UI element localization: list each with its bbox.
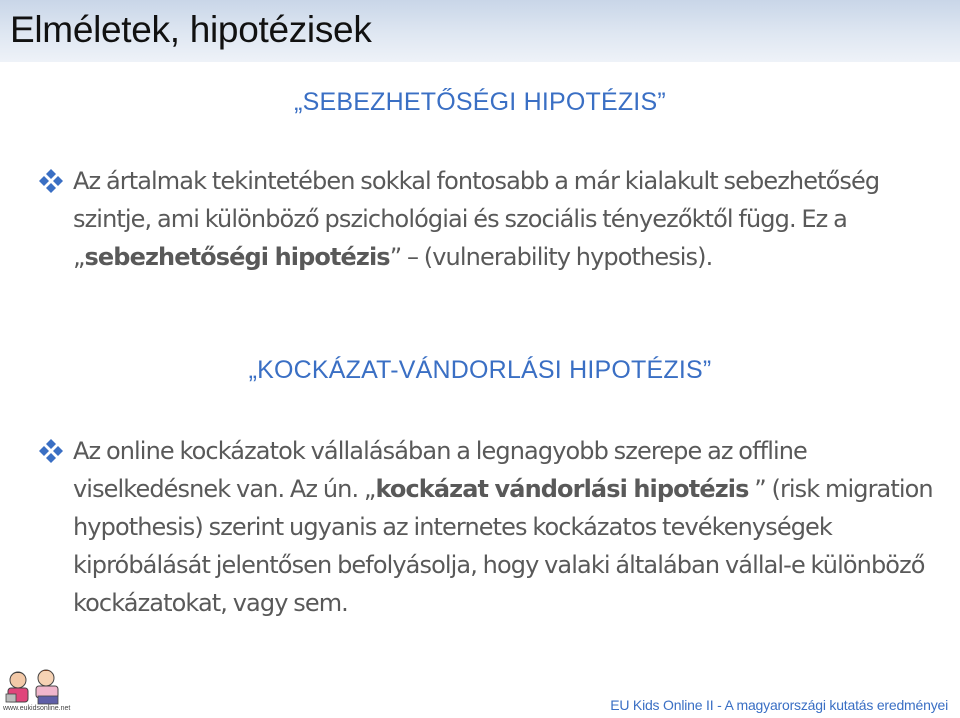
logo-url: www.eukidsonline.net xyxy=(3,705,71,712)
slide-title: Elméletek, hipotézisek xyxy=(10,9,372,50)
footer-text: EU Kids Online II - A magyarországi kutatás eredményei xyxy=(610,697,948,713)
section2-text-before: Az online kockázatok vállalásában a legnagyobb szerepe az offline viselkedésnek van. Az ún. „ xyxy=(73,437,807,503)
section2-heading: „KOCKÁZAT-VÁNDORLÁSI HIPOTÉZIS” xyxy=(248,356,712,384)
section1-bold-term: sebezhetőségi hipotézis xyxy=(84,243,390,271)
four-diamond-bullet-icon xyxy=(38,438,64,464)
four-diamond-bullet-icon xyxy=(38,168,64,194)
section1-text-before: Az ártalmak tekintetében sokkal fontosabb a már kialakult sebezhetőség szintje, ami különböző pszichológiai és szociális tényezőktől függ. Ez a „ xyxy=(73,167,880,271)
title-bar xyxy=(0,0,960,62)
section1-paragraph xyxy=(73,162,941,276)
section1-heading: „SEBEZHETŐSÉGI HIPOTÉZIS” xyxy=(294,88,666,116)
section2-paragraph xyxy=(73,432,941,622)
section2-text-after: ” (risk migration hypothesis) szerint ugyanis az internetes kockázatos tevékenységek kipróbálását jelentősen befolyásolja, hogy valaki általában vállal-e különböző kockázatokat, vagy sem. xyxy=(73,475,933,617)
section2-bold-term: kockázat vándorlási hipotézis xyxy=(375,475,749,503)
section1-text-after: ” – (vulnerability hypothesis). xyxy=(389,243,713,271)
